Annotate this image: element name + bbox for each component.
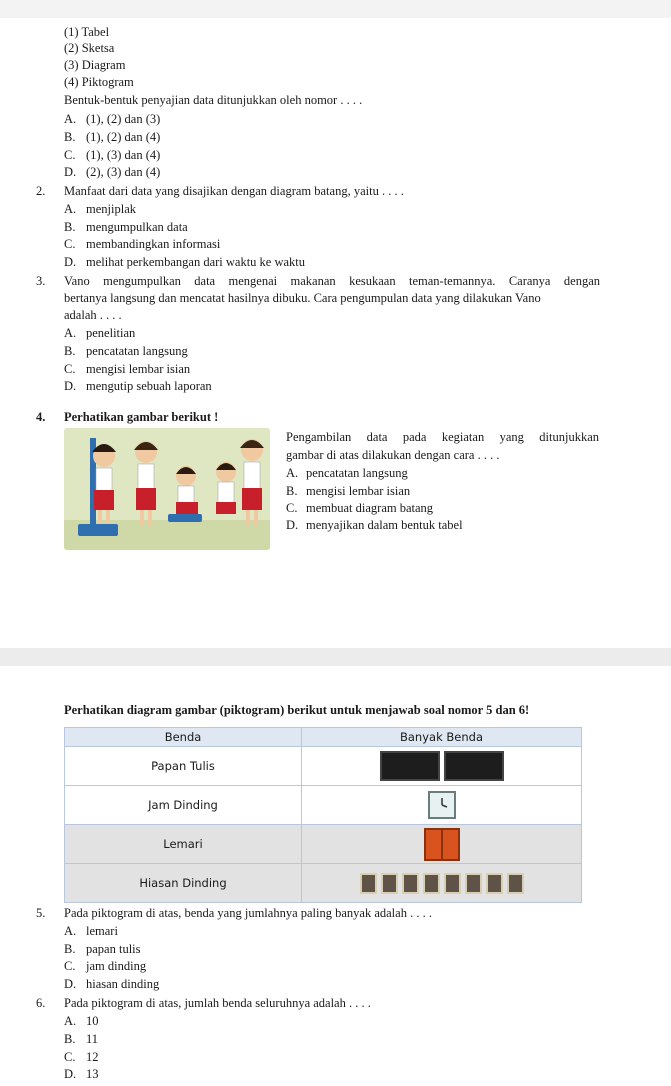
pictogram-table <box>64 727 582 903</box>
q4-number: 4. <box>36 410 46 424</box>
q4-option-b-text: mengisi lembar isian <box>306 484 411 498</box>
q5-option-b-text: papan tulis <box>86 942 141 956</box>
q4-option-a-letter: A. <box>286 466 299 480</box>
q1-option-d-letter: D. <box>64 165 77 179</box>
q3-stem-line-2: bertanya langsung dan mencatat hasilnya dibuku. Cara pengumpulan data yang dilakukan Vano <box>64 291 541 305</box>
q4-option-c-letter: C. <box>286 501 298 515</box>
page-separator <box>0 648 671 666</box>
q3-option-a-letter: A. <box>64 326 77 340</box>
table-row <box>65 786 582 825</box>
q3-number: 3. <box>36 274 46 288</box>
q2-option-b-text: mengumpulkan data <box>86 220 188 234</box>
clock-hands-icon <box>430 793 454 817</box>
q1-item-4: (4) Piktogram <box>64 75 134 89</box>
table-row <box>65 747 582 786</box>
q1-option-b-letter: B. <box>64 130 76 144</box>
q5-option-d-letter: D. <box>64 977 77 991</box>
q1-option-c-letter: C. <box>64 148 76 162</box>
q3-option-d-letter: D. <box>64 379 77 393</box>
q3-option-d-text: mengutip sebuah laporan <box>86 379 212 393</box>
q1-item-1: (1) Tabel <box>64 25 110 39</box>
q5-stem: Pada piktogram di atas, benda yang jumlahnya paling banyak adalah . . . . <box>64 906 432 920</box>
q6-option-c-letter: C. <box>64 1050 76 1064</box>
wall-clock-icon <box>428 791 456 819</box>
wardrobe-icon <box>424 828 460 861</box>
q2-option-c-letter: C. <box>64 237 76 251</box>
q6-number: 6. <box>36 996 46 1010</box>
q3-option-c-letter: C. <box>64 362 76 376</box>
q4-option-d-letter: D. <box>286 518 299 532</box>
q1-stem: Bentuk-bentuk penyajian data ditunjukkan oleh nomor . . . . <box>64 93 363 107</box>
wall-clock-icons <box>302 791 581 819</box>
table-row <box>65 864 582 903</box>
pictogram-row-label: Jam Dinding <box>65 786 302 825</box>
pictogram-header-count: Banyak Benda <box>302 728 582 747</box>
wall-decoration-icon <box>381 873 398 894</box>
q4-option-b-letter: B. <box>286 484 298 498</box>
q5-option-c-letter: C. <box>64 959 76 973</box>
q4-option-c-text: membuat diagram batang <box>306 501 434 515</box>
q5-option-a-text: lemari <box>86 924 118 938</box>
q3-option-b-text: pencatatan langsung <box>86 344 188 358</box>
q1-option-d-text: (2), (3) dan (4) <box>86 165 161 179</box>
q1-item-2: (2) Sketsa <box>64 41 115 55</box>
pictogram-row-icons <box>302 747 582 786</box>
wall-decoration-icon <box>465 873 482 894</box>
q6-option-c-text: 12 <box>86 1050 99 1064</box>
q4-heading: Perhatikan gambar berikut ! <box>64 410 219 424</box>
blackboard-icon <box>380 751 440 781</box>
students-illustration-icon <box>64 428 270 550</box>
q6-option-d-text: 13 <box>86 1067 99 1081</box>
pictogram-row-icons <box>302 786 582 825</box>
wardrobe-icons <box>302 828 581 861</box>
q4-stem-line-1: Pengambilan data pada kegiatan yang ditunjukkan <box>286 430 599 444</box>
wall-decoration-icon <box>360 873 377 894</box>
table-row <box>65 825 582 864</box>
pictogram-row-icons <box>302 825 582 864</box>
q6-option-a-letter: A. <box>64 1014 77 1028</box>
q6-option-b-letter: B. <box>64 1032 76 1046</box>
wall-decoration-icon <box>402 873 419 894</box>
wall-decoration-icons <box>302 873 581 894</box>
q1-item-3: (3) Diagram <box>64 58 126 72</box>
blackboard-icon <box>444 751 504 781</box>
q3-stem-line-3: adalah . . . . <box>64 308 122 322</box>
q2-option-c-text: membandingkan informasi <box>86 237 221 251</box>
pictogram-row-label: Lemari <box>65 825 302 864</box>
wall-decoration-icon <box>486 873 503 894</box>
q5-option-b-letter: B. <box>64 942 76 956</box>
q5-option-a-letter: A. <box>64 924 77 938</box>
wall-decoration-icon <box>507 873 524 894</box>
q1-option-a-text: (1), (2) dan (3) <box>86 112 161 126</box>
wall-decoration-icon <box>423 873 440 894</box>
q4-option-a-text: pencatatan langsung <box>306 466 408 480</box>
q3-option-c-text: mengisi lembar isian <box>86 362 191 376</box>
pictogram-header-item: Benda <box>65 728 302 747</box>
pictogram-row-icons <box>302 864 582 903</box>
q2-option-d-text: melihat perkembangan dari waktu ke waktu <box>86 255 306 269</box>
top-strip <box>0 0 671 18</box>
q2-option-b-letter: B. <box>64 220 76 234</box>
q1-option-a-letter: A. <box>64 112 77 126</box>
q2-number: 2. <box>36 184 46 198</box>
q6-stem: Pada piktogram di atas, jumlah benda seluruhnya adalah . . . . <box>64 996 371 1010</box>
wall-decoration-icon <box>444 873 461 894</box>
students-measuring-illustration <box>64 428 270 550</box>
q1-option-b-text: (1), (2) dan (4) <box>86 130 161 144</box>
q4-stem-line-2: gambar di atas dilakukan dengan cara . . . . <box>286 448 500 462</box>
q2-option-d-letter: D. <box>64 255 77 269</box>
q2-option-a-letter: A. <box>64 202 77 216</box>
pictogram-intro: Perhatikan diagram gambar (piktogram) berikut untuk menjawab soal nomor 5 dan 6! <box>64 703 530 717</box>
q4-option-d-text: menyajikan dalam bentuk tabel <box>306 518 463 532</box>
q6-option-d-letter: D. <box>64 1067 77 1081</box>
q2-stem: Manfaat dari data yang disajikan dengan diagram batang, yaitu . . . . <box>64 184 404 198</box>
q2-option-a-text: menjiplak <box>86 202 136 216</box>
q6-option-a-text: 10 <box>86 1014 99 1028</box>
q3-option-a-text: penelitian <box>86 326 136 340</box>
pictogram-row-label: Papan Tulis <box>65 747 302 786</box>
q5-option-d-text: hiasan dinding <box>86 977 160 991</box>
q3-option-b-letter: B. <box>64 344 76 358</box>
q1-option-c-text: (1), (3) dan (4) <box>86 148 161 162</box>
q5-option-c-text: jam dinding <box>86 959 147 973</box>
pictogram-row-label: Hiasan Dinding <box>65 864 302 903</box>
blackboard-icons <box>302 751 581 781</box>
q6-option-b-text: 11 <box>86 1032 99 1046</box>
q5-number: 5. <box>36 906 46 920</box>
q3-stem-line-1: Vano mengumpulkan data mengenai makanan kesukaan teman-temannya. Caranya dengan <box>64 274 600 288</box>
